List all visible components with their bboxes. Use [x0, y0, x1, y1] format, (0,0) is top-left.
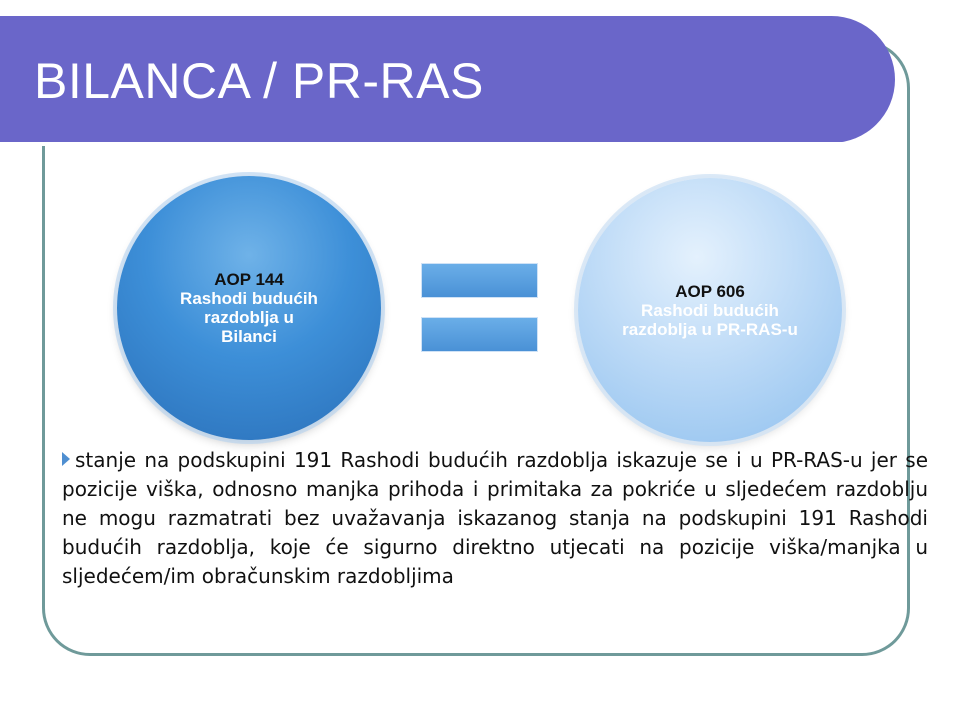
triangle-bullet-icon: [62, 452, 70, 466]
right-circle-aop-606: [578, 178, 842, 442]
equals-sign-top-bar: [421, 263, 538, 298]
body-paragraph-text: stanje na podskupini 191 Rashodi budućih razdoblja iskazuje se i u PR-RAS-u jer se pozicije viška, odnosno manjka prihoda i primitaka za pokriće u sljedećem razdoblju ne mogu razmatrati bez uvažavanja iskazanog stanja na podskupini 191 Rashodi budućih razdoblja, koje će sigurno direktno utjecati na pozicije viška/manjka u sljedećem/im obračunskim razdobljima: [62, 448, 928, 588]
title-underline: [0, 142, 850, 146]
right-circle-label: Rashodi budućih razdoblja u PR-RAS-u: [622, 300, 798, 339]
slide-title: BILANCA / PR-RAS: [34, 53, 484, 109]
title-bar: [0, 16, 895, 143]
right-circle-code: AOP 606: [675, 281, 745, 301]
equals-sign-bottom-bar: [421, 317, 538, 352]
left-circle-aop-144: [117, 176, 381, 440]
left-circle-label: Rashodi budućih razdoblja u Bilanci: [180, 289, 318, 346]
left-circle-code: AOP 144: [214, 270, 284, 289]
body-paragraph: [62, 446, 928, 591]
